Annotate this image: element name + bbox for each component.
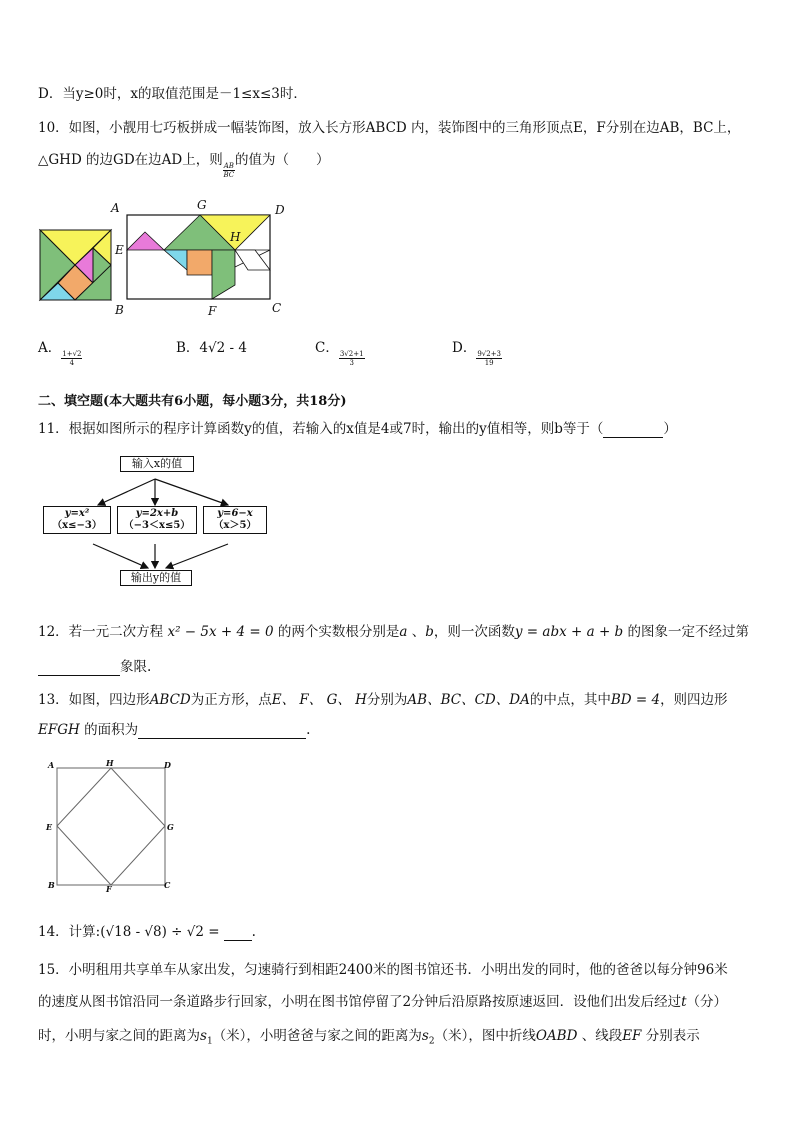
q10-fraction bbox=[223, 162, 235, 179]
q15-line3 bbox=[38, 1024, 700, 1047]
q11-blank bbox=[603, 421, 663, 438]
q12-var-a: a bbox=[399, 624, 408, 640]
q15-s1: s bbox=[200, 1028, 207, 1044]
q10-option-c bbox=[315, 336, 365, 367]
q14-blank bbox=[224, 924, 252, 941]
q10-line2 bbox=[38, 148, 330, 179]
q13-efgh: EFGH bbox=[38, 722, 80, 738]
deco-blue-triangle bbox=[164, 250, 187, 270]
q10-line2b: 的值为（ ） bbox=[234, 152, 330, 168]
sq-label-h: H bbox=[106, 758, 114, 768]
q12-function: y = abx + a + b bbox=[514, 624, 624, 640]
opt-d-den: 19 bbox=[484, 359, 494, 367]
flow-box-3 bbox=[203, 506, 267, 534]
q15-line3b: （米），小明爸爸与家之间的距离为 bbox=[212, 1028, 422, 1044]
q15-line3a: 时，小明与家之间的距离为 bbox=[38, 1028, 200, 1044]
label-g: G bbox=[197, 198, 207, 212]
opt-c-label: C． bbox=[315, 340, 339, 356]
q13-points: E、 F、 G、 H bbox=[271, 692, 367, 708]
deco-orange-square bbox=[187, 250, 212, 275]
flow-input-box: 输入x的值 bbox=[120, 456, 194, 472]
flow-box-1-l2: （x≤−3） bbox=[52, 520, 102, 531]
q13-e: ，则四边形 bbox=[660, 692, 728, 708]
label-d: D bbox=[275, 203, 285, 217]
q11-tail: ） bbox=[663, 421, 677, 437]
q12-d: ，则一次函数 bbox=[433, 624, 515, 640]
q10-option-b bbox=[176, 336, 247, 356]
q14-tail: . bbox=[251, 924, 256, 940]
q13-a: 13．如图，四边形 bbox=[38, 692, 150, 708]
q10-tangram-figure bbox=[30, 195, 290, 320]
q13-blank bbox=[138, 722, 306, 739]
flow-box-2-l1: y=2x+b bbox=[135, 508, 179, 519]
flow-output-box: 输出y的值 bbox=[120, 570, 192, 586]
q11-text bbox=[38, 417, 677, 438]
decoration-pieces bbox=[127, 215, 270, 299]
q14-expr: (√18 - √8) ÷ √2 = bbox=[100, 924, 220, 940]
q10-line2a: △GHD 的边GD在边AD上，则 bbox=[38, 152, 223, 168]
flow-box-3-l1: y=6−x bbox=[217, 508, 253, 519]
q15-s2: s bbox=[421, 1028, 429, 1044]
q11-body: 11．根据如图所示的程序计算函数y的值，若输入的x值是4或7时，输出的y值相等，则b等于（ bbox=[38, 421, 604, 437]
q12-b: 的两个实数根分别是 bbox=[273, 624, 400, 640]
q13-line2 bbox=[38, 718, 310, 739]
flow-box-3-l2: （x＞5） bbox=[213, 520, 257, 531]
sq-label-g: G bbox=[167, 822, 174, 832]
q12-line2-text: 象限. bbox=[120, 659, 152, 675]
opt-d-num: 9√2+3 bbox=[477, 350, 502, 358]
label-f: F bbox=[208, 304, 217, 318]
opt-b-tail: - 4 bbox=[225, 340, 247, 356]
quadrilateral-efgh bbox=[57, 768, 165, 885]
opt-a-frac bbox=[61, 350, 82, 367]
opt-b-sqrt: √2 bbox=[208, 340, 226, 356]
q13-abcd: ABCD bbox=[149, 692, 191, 708]
q15-t: t bbox=[681, 994, 687, 1010]
q12-equation: x² − 5x + 4 = 0 bbox=[167, 624, 274, 640]
q12-line1 bbox=[38, 620, 749, 640]
deco-magenta-triangle bbox=[127, 232, 164, 250]
q12-blank bbox=[38, 659, 120, 676]
opt-a-num: 1+√2 bbox=[62, 350, 82, 358]
deco-green-piece bbox=[212, 250, 235, 299]
q14-line bbox=[38, 920, 256, 941]
sq-label-f: F bbox=[106, 884, 112, 894]
label-h: H bbox=[230, 230, 241, 244]
q10-option-a bbox=[38, 336, 82, 367]
q10-frac-den: BC bbox=[223, 171, 235, 179]
q13-c: 分别为 bbox=[366, 692, 408, 708]
sq-label-a: A bbox=[48, 760, 55, 770]
q13-d: 的中点，其中 bbox=[529, 692, 611, 708]
label-a: A bbox=[111, 201, 120, 215]
sq-label-c: C bbox=[164, 880, 171, 890]
flow-box-2 bbox=[117, 506, 197, 534]
q15-line2b: （分） bbox=[686, 994, 728, 1010]
q12-line2 bbox=[38, 655, 151, 676]
q15-line2 bbox=[38, 990, 727, 1010]
q10-line1: 10．如图，小靓用七巧板拼成一幅装饰图，放入长方形ABCD 内，装饰图中的三角形顶点E，F分别在边AB，BC上， bbox=[38, 120, 741, 136]
q15-line3d: 、线段 bbox=[577, 1028, 623, 1044]
q13-bd: BD = 4 bbox=[610, 692, 661, 708]
q15-oabd: OABD bbox=[535, 1028, 578, 1044]
q15-line3c: （米），图中折线 bbox=[434, 1028, 536, 1044]
flow-box-2-l2: （−3＜x≤5） bbox=[123, 520, 191, 531]
q15-line2a: 的速度从图书馆沿同一条道路步行回家，小明在图书馆停留了2分钟后沿原路按原速返回．设他们出发后经过 bbox=[38, 994, 682, 1010]
q15-ef: EF bbox=[622, 1028, 642, 1044]
opt-c-num: 3√2+1 bbox=[339, 350, 364, 358]
sq-label-b: B bbox=[48, 880, 55, 890]
q13-sides: AB、BC、CD、DA bbox=[407, 692, 530, 708]
section-2-heading: 二、填空题(本大题共有6小题，每小题3分，共18分) bbox=[38, 394, 347, 409]
q13-g: . bbox=[306, 722, 311, 738]
label-e: E bbox=[115, 243, 124, 257]
q13-f: 的面积为 bbox=[79, 722, 139, 738]
opt-d-frac bbox=[476, 350, 502, 367]
opt-d-label: D． bbox=[452, 340, 477, 356]
q9-option-d: D．当y≥0时，x的取值范围是－1≤x≤3时． bbox=[38, 86, 307, 102]
left-tangram-square bbox=[40, 230, 111, 300]
opt-a-label: A． bbox=[38, 340, 62, 356]
opt-a-den: 4 bbox=[69, 359, 75, 367]
label-c: C bbox=[272, 301, 282, 315]
sq-label-e: E bbox=[46, 822, 53, 832]
opt-b-label: B．4 bbox=[176, 340, 209, 356]
opt-c-frac bbox=[339, 350, 365, 367]
q12-c: 、 bbox=[407, 624, 426, 640]
q10-frac-num: AB bbox=[223, 162, 234, 170]
q15-s2-sub: 2 bbox=[428, 1036, 435, 1047]
q12-var-b: b bbox=[425, 624, 434, 640]
flow-box-1 bbox=[43, 506, 111, 534]
q15-line1: 15．小明租用共享单车从家出发，匀速骑行到相距2400米的图书馆还书．小明出发的同时，他的爸爸以每分钟96米 bbox=[38, 962, 728, 978]
q13-square-figure bbox=[55, 765, 170, 890]
q13-b: 为正方形，点 bbox=[190, 692, 272, 708]
q14-a: 14．计算: bbox=[38, 924, 101, 940]
opt-c-den: 3 bbox=[349, 359, 354, 367]
sq-label-d: D bbox=[164, 760, 171, 770]
label-b: B bbox=[115, 303, 124, 317]
q12-a: 12．若一元二次方程 bbox=[38, 624, 168, 640]
q10-option-d bbox=[452, 336, 502, 367]
flow-box-1-l1: y=x² bbox=[64, 508, 90, 519]
q13-line1 bbox=[38, 688, 728, 708]
q12-e: 的图象一定不经过第 bbox=[623, 624, 749, 640]
square-abcd bbox=[57, 768, 165, 885]
q15-s1-sub: 1 bbox=[206, 1036, 213, 1047]
q15-line3e: 分别表示 bbox=[641, 1028, 700, 1044]
